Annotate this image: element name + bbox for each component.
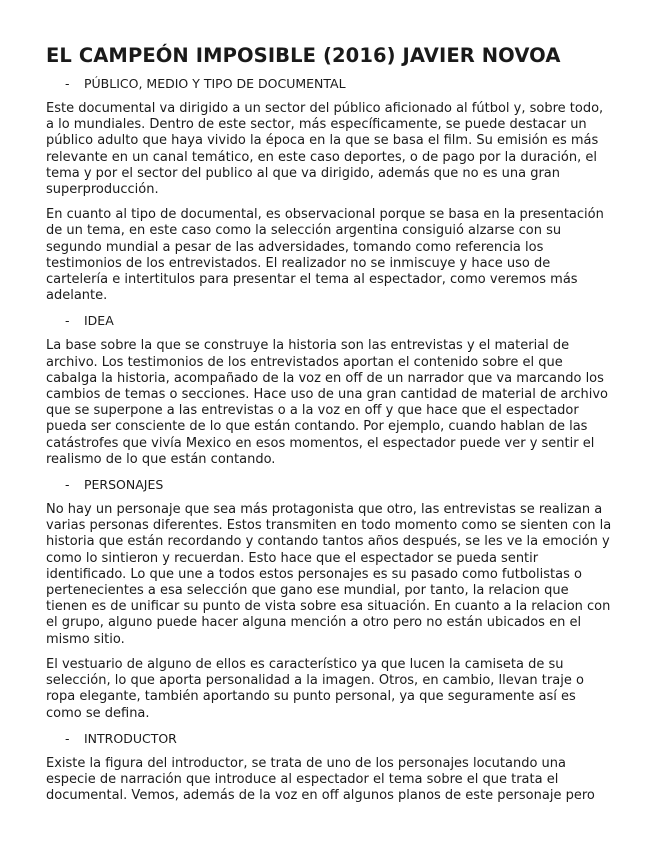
paragraph: Este documental va dirigido a un sector del público aficionado al fútbol y, sobre todo, a lo mundiales. Dentro de este sector, más específicamente, se puede destacar un público adulto que haya vivido la época en la que se basa el film. Su emisión es más relevante en un canal temático, en este caso deportes, o de pago por la duración, el tema y por el sector del publico al que va dirigido, además que no es una gran superproducción. (46, 101, 604, 198)
paragraph: En cuanto al tipo de documental, es observacional porque se basa en la presentación de un tema, en este caso como la selección argentina consiguió alzarse con su segundo mundial a pesar de las adversidades, tomando como referencia los testimonios de los entrevistados. El realizador no se inmiscuye y hace uso de cartelería e intertitulos para presentar el tema al espectador, como veremos más adelante. (46, 207, 604, 304)
bullet-dash: - (65, 76, 70, 91)
section-heading-personajes (46, 477, 612, 493)
paragraph: Existe la figura del introductor, se trata de uno de los personajes locutando una especie de narración que introduce al espectador el tema sobre el que trata el documental. Vemos, además de la voz en off algunos planos de este personaje pero (46, 755, 595, 804)
paragraph: No hay un personaje que sea más protagonista que otro, las entrevistas se realizan a varias personas diferentes. Estos transmiten en todo momento como se sienten con la historia que están recordando y contando tantos años después, se les ve la emoción y como lo sintieron y recuerdan. Esto hace que el espectador se pueda sentir identificado. Lo que une a todos estos personajes es su pasado como futbolistas o pertenecientes a esa selección que gano ese mundial, por tanto, la relacion que tienen es de unificar su punto de vista sobre esa situación. En cuanto a la relacion con el grupo, alguno puede hacer alguna mención a otro pero no están ubicados en el mismo sitio. (46, 502, 612, 647)
section-heading-label: INTRODUCTOR (84, 730, 177, 746)
bullet-dash: - (65, 730, 70, 746)
section-heading-label: PERSONAJES (84, 477, 164, 493)
document-title: EL CAMPEÓN IMPOSIBLE (2016) JAVIER NOVOA (46, 44, 561, 67)
section-heading-introductor (46, 731, 612, 747)
paragraph: La base sobre la que se construye la historia son las entrevistas y el material de archivo. Los testimonios de los entrevistados aportan el contenido sobre el que cabalga la historia, acompañado de la voz en off de un narrador que va marcando los cambios de temas o secciones. Hace uso de una gran cantidad de material de archivo que se superpone a las entrevistas o a la voz en off y que hace que el espectador pueda ser consciente de lo que están contando. Por ejemplo, cuando hablan de las catástrofes que vivía Mexico en esos momentos, el espectador puede ver y sentir el realismo de lo que están contando. (46, 338, 609, 467)
paragraph: El vestuario de alguno de ellos es característico ya que lucen la camiseta de su selección, lo que aporta personalidad a la imagen. Otros, en cambio, llevan traje o ropa elegante, también aportando su punto personal, ya que seguramente así es como se defina. (46, 656, 584, 721)
section-heading-label: PÚBLICO, MEDIO Y TIPO DE DOCUMENTAL (84, 76, 346, 91)
section-heading-idea (46, 313, 612, 329)
section-heading-label: IDEA (84, 313, 114, 329)
section-heading-publico (46, 76, 612, 92)
document-page (46, 44, 612, 813)
bullet-dash: - (65, 313, 70, 329)
bullet-dash: - (65, 477, 70, 493)
